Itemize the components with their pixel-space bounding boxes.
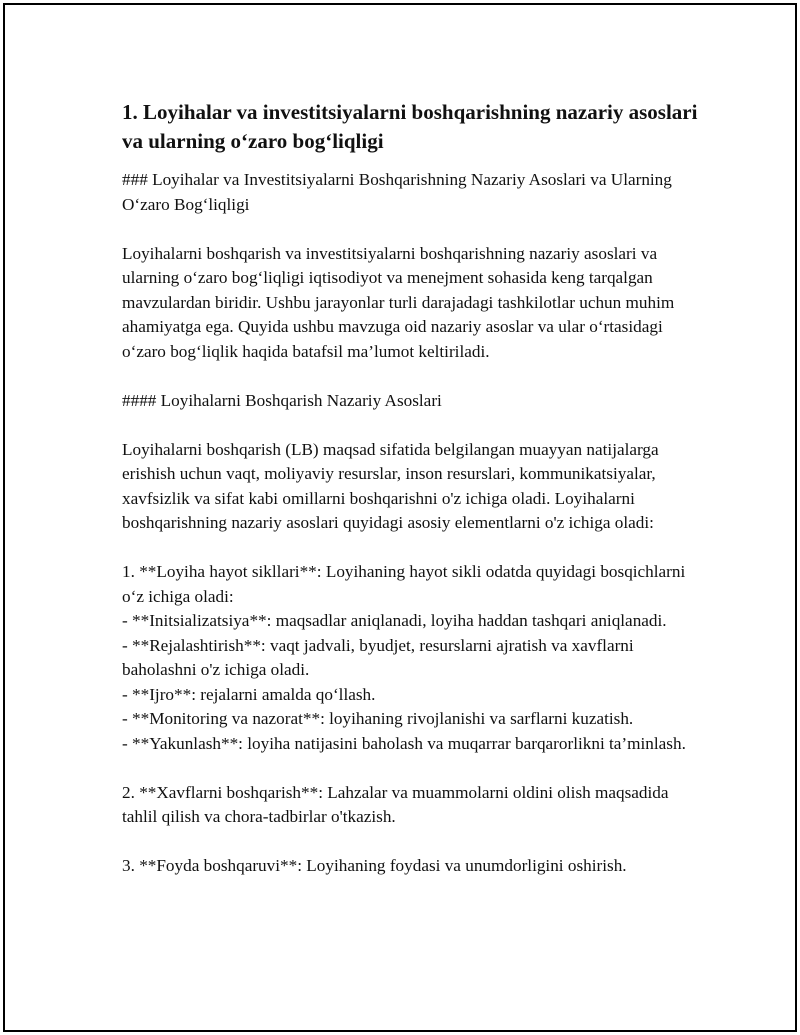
paragraph-gap xyxy=(122,536,702,561)
list-item-benefit: 3. **Foyda boshqaruvi**: Loyihaning foydasi va unumdorligini oshirish. xyxy=(122,856,627,875)
document-page xyxy=(3,3,797,1032)
list-item-risk: 2. **Xavflarni boshqarish**: Lahzalar va muammolarni oldini olish maqsadida tahlil qilish va chora-tadbirlar o'tkazish. xyxy=(122,782,669,826)
definition-paragraph: Loyihalarni boshqarish (LB) maqsad sifatida belgilangan muayyan natijalarga erishish uchun vaqt, moliyaviy resurslar, inson resurslari, kommunikatsiyalar, xavfsizlik va sifat kabi omillarni boshqarishni o'z ichiga oladi. Loyihalarni boshqarishning nazariy asoslari quyidagi asosiy elementlarni o'z ichiga oladi: xyxy=(122,439,659,532)
section-heading: ### Loyihalar va Investitsiyalarni Boshqarishning Nazariy Asoslari va Ularning O‘zaro Bog‘liqligi xyxy=(122,170,672,214)
paragraph-gap xyxy=(122,830,702,855)
document-content xyxy=(122,98,702,879)
document-title: 1. Loyihalar va investitsiyalarni boshqarishning nazariy asoslari va ularning o‘zaro bog‘liqligi xyxy=(122,100,698,153)
subsection-heading: #### Loyihalarni Boshqarish Nazariy Asoslari xyxy=(122,390,442,410)
paragraph-gap xyxy=(122,217,702,242)
paragraph-gap xyxy=(122,413,702,438)
intro-paragraph: Loyihalarni boshqarish va investitsiyalarni boshqarishning nazariy asoslari va ularning o‘zaro bog‘liqligi iqtisodiyot va menejment sohasida keng tarqalgan mavzulardan biridir. Ushbu jarayonlar turli darajadagi tashkilotlar uchun muhim ahamiyatga ega. Quyida ushbu mavzuga oid nazariy asoslar va ular o‘rtasidagi o‘zaro bog‘liqlik haqida batafsil ma’lumot keltiriladi. xyxy=(122,243,675,361)
paragraph-gap xyxy=(122,364,702,389)
list-item-lifecycle: 1. **Loyiha hayot sikllari**: Loyihaning hayot sikli odatda quyidagi bosqichlarni o‘z ichiga oladi: - **Initsializatsiya**: maqsadlar aniqlanadi, loyiha haddan tashqari aniqlanadi. - **Rejalashtirish**: vaqt jadvali, byudjet, resurslarni ajratish va xavflarni baholashni o'z ichiga oladi. - **Ijro**: rejalarni amalda qo‘llash. - **Monitoring va nazorat**: loyihaning rivojlanishi va sarflarni kuzatish. - **Yakunlash**: loyiha natijasini baholash va muqarrar barqarorlikni ta’minlash. xyxy=(122,562,686,753)
paragraph-gap xyxy=(122,756,702,781)
